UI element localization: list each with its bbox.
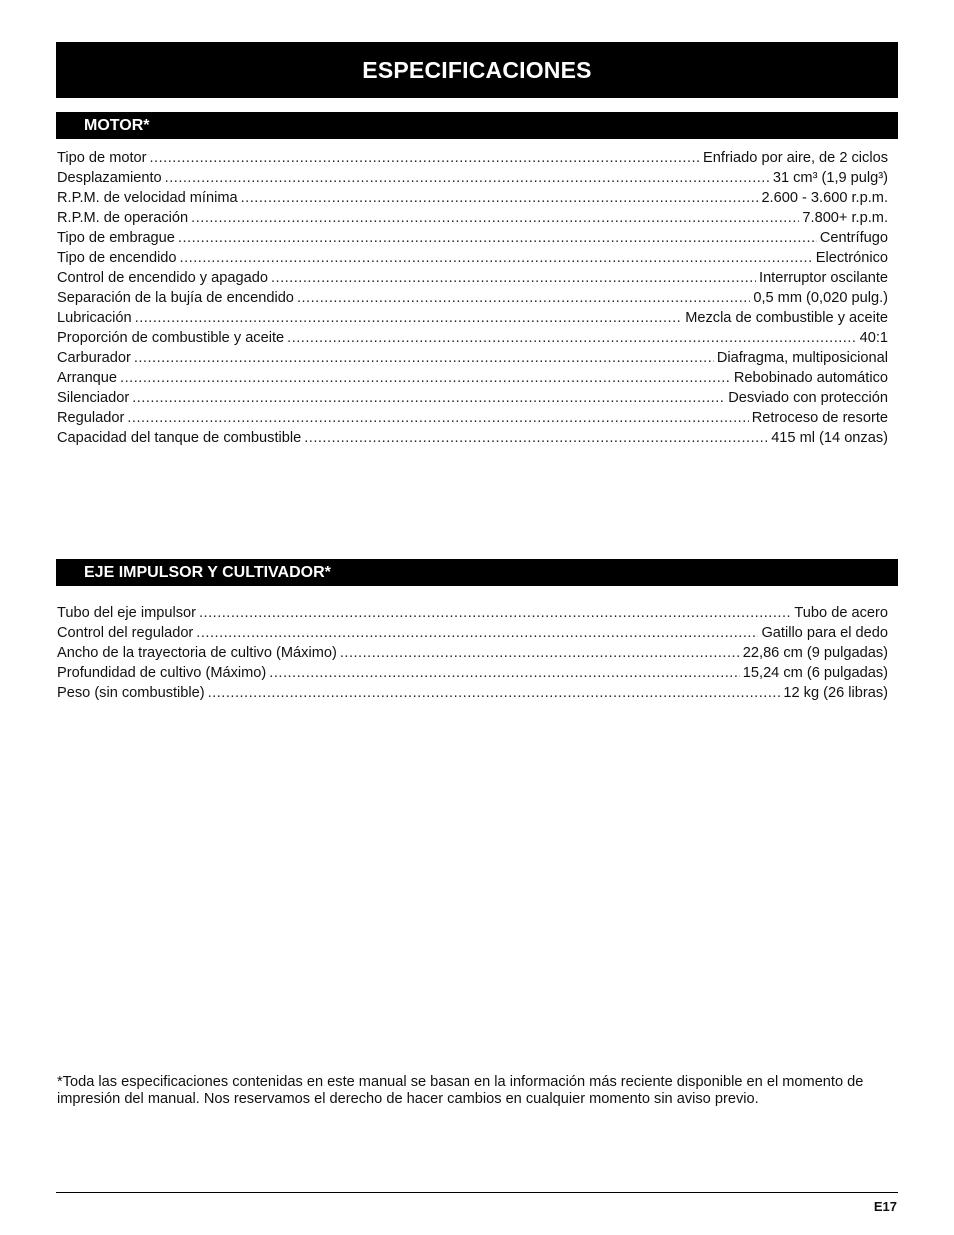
dot-leader	[340, 643, 740, 663]
motor-section-title: MOTOR*	[84, 116, 150, 134]
footer-divider	[56, 1192, 898, 1193]
spec-label: Profundidad de cultivo (Máximo)	[57, 665, 267, 681]
spec-label: Arranque	[57, 370, 118, 386]
dot-leader	[127, 408, 748, 428]
spec-value: 22,86 cm (9 pulgadas)	[742, 645, 888, 661]
spec-value: Interruptor oscilante	[759, 270, 888, 286]
motor-section-header	[56, 112, 898, 139]
dot-leader	[241, 188, 759, 208]
spec-label: Tubo del eje impulsor	[57, 605, 196, 621]
dot-leader	[165, 168, 770, 188]
spec-label: Desplazamiento	[57, 170, 162, 186]
spec-value: Tubo de acero	[794, 605, 888, 621]
spec-label: Ancho de la trayectoria de cultivo (Máximo)	[57, 645, 337, 661]
spec-value: 2.600 - 3.600 r.p.m.	[761, 190, 888, 206]
spec-label: R.P.M. de operación	[57, 210, 189, 226]
spec-label: Control del regulador	[57, 625, 194, 641]
spec-value: Desviado con protección	[728, 390, 888, 406]
dot-leader	[199, 603, 791, 623]
spec-row	[57, 308, 888, 328]
spec-row	[57, 428, 888, 448]
spec-row	[57, 168, 888, 188]
spec-row	[57, 368, 888, 388]
spec-label: Control de encendido y apagado	[57, 270, 268, 286]
spec-row	[57, 328, 888, 348]
dot-leader	[196, 623, 758, 643]
page-number: E17	[873, 1199, 897, 1214]
spec-label: Regulador	[57, 410, 125, 426]
spec-label: Tipo de embrague	[57, 230, 175, 246]
spec-value: Rebobinado automático	[733, 370, 888, 386]
page-title-bar	[56, 42, 898, 98]
dot-leader	[150, 148, 701, 168]
spec-value: 40:1	[859, 330, 888, 346]
dot-leader	[135, 308, 683, 328]
motor-spec-list	[57, 148, 888, 448]
dot-leader	[297, 288, 750, 308]
spec-value: 415 ml (14 onzas)	[771, 430, 888, 446]
dot-leader	[269, 663, 740, 683]
spec-value: Mezcla de combustible y aceite	[685, 310, 888, 326]
spec-value: Diafragma, multiposicional	[716, 350, 888, 366]
spec-value: 7.800+ r.p.m.	[802, 210, 888, 226]
spec-row	[57, 228, 888, 248]
dot-leader	[271, 268, 756, 288]
dot-leader	[120, 368, 731, 388]
spec-value: 12 kg (26 libras)	[783, 685, 888, 701]
dot-leader	[134, 348, 714, 368]
spec-row	[57, 623, 888, 643]
spec-row	[57, 148, 888, 168]
spec-row	[57, 663, 888, 683]
spec-value: 0,5 mm (0,020 pulg.)	[753, 290, 888, 306]
dot-leader	[208, 683, 781, 703]
spec-label: Capacidad del tanque de combustible	[57, 430, 302, 446]
spec-row	[57, 268, 888, 288]
spec-row	[57, 603, 888, 623]
spec-label: Silenciador	[57, 390, 130, 406]
spec-value: Centrífugo	[819, 230, 888, 246]
dot-leader	[180, 248, 813, 268]
spec-value: 15,24 cm (6 pulgadas)	[742, 665, 888, 681]
spec-row	[57, 348, 888, 368]
dot-leader	[178, 228, 817, 248]
spec-row	[57, 288, 888, 308]
dot-leader	[287, 328, 856, 348]
spec-row	[57, 388, 888, 408]
spec-row	[57, 683, 888, 703]
spec-label: R.P.M. de velocidad mínima	[57, 190, 238, 206]
spec-value: 31 cm³ (1,9 pulg³)	[772, 170, 888, 186]
spec-label: Proporción de combustible y aceite	[57, 330, 285, 346]
spec-value: Enfriado por aire, de 2 ciclos	[703, 150, 888, 166]
drive-section-title: EJE IMPULSOR Y CULTIVADOR*	[84, 563, 331, 581]
spec-row	[57, 208, 888, 228]
drive-section-header	[56, 559, 898, 586]
spec-label: Separación de la bujía de encendido	[57, 290, 294, 306]
spec-label: Lubricación	[57, 310, 132, 326]
spec-value: Retroceso de resorte	[751, 410, 888, 426]
spec-value: Gatillo para el dedo	[761, 625, 888, 641]
dot-leader	[304, 428, 768, 448]
spec-row	[57, 643, 888, 663]
spec-label: Carburador	[57, 350, 131, 366]
spec-label: Tipo de encendido	[57, 250, 177, 266]
spec-value: Electrónico	[815, 250, 888, 266]
dot-leader	[132, 388, 725, 408]
spec-label: Tipo de motor	[57, 150, 147, 166]
spec-label: Peso (sin combustible)	[57, 685, 205, 701]
spec-row	[57, 408, 888, 428]
page-title: ESPECIFICACIONES	[362, 56, 592, 83]
drive-spec-list	[57, 603, 888, 703]
footnote: *Toda las especificaciones contenidas en este manual se basan en la información más reciente disponible en el momento de impresión del manual. Nos reservamos el derecho de hacer cambios en cualquier momento sin aviso previo.	[57, 1074, 864, 1107]
dot-leader	[191, 208, 799, 228]
spec-row	[57, 248, 888, 268]
spec-row	[57, 188, 888, 208]
